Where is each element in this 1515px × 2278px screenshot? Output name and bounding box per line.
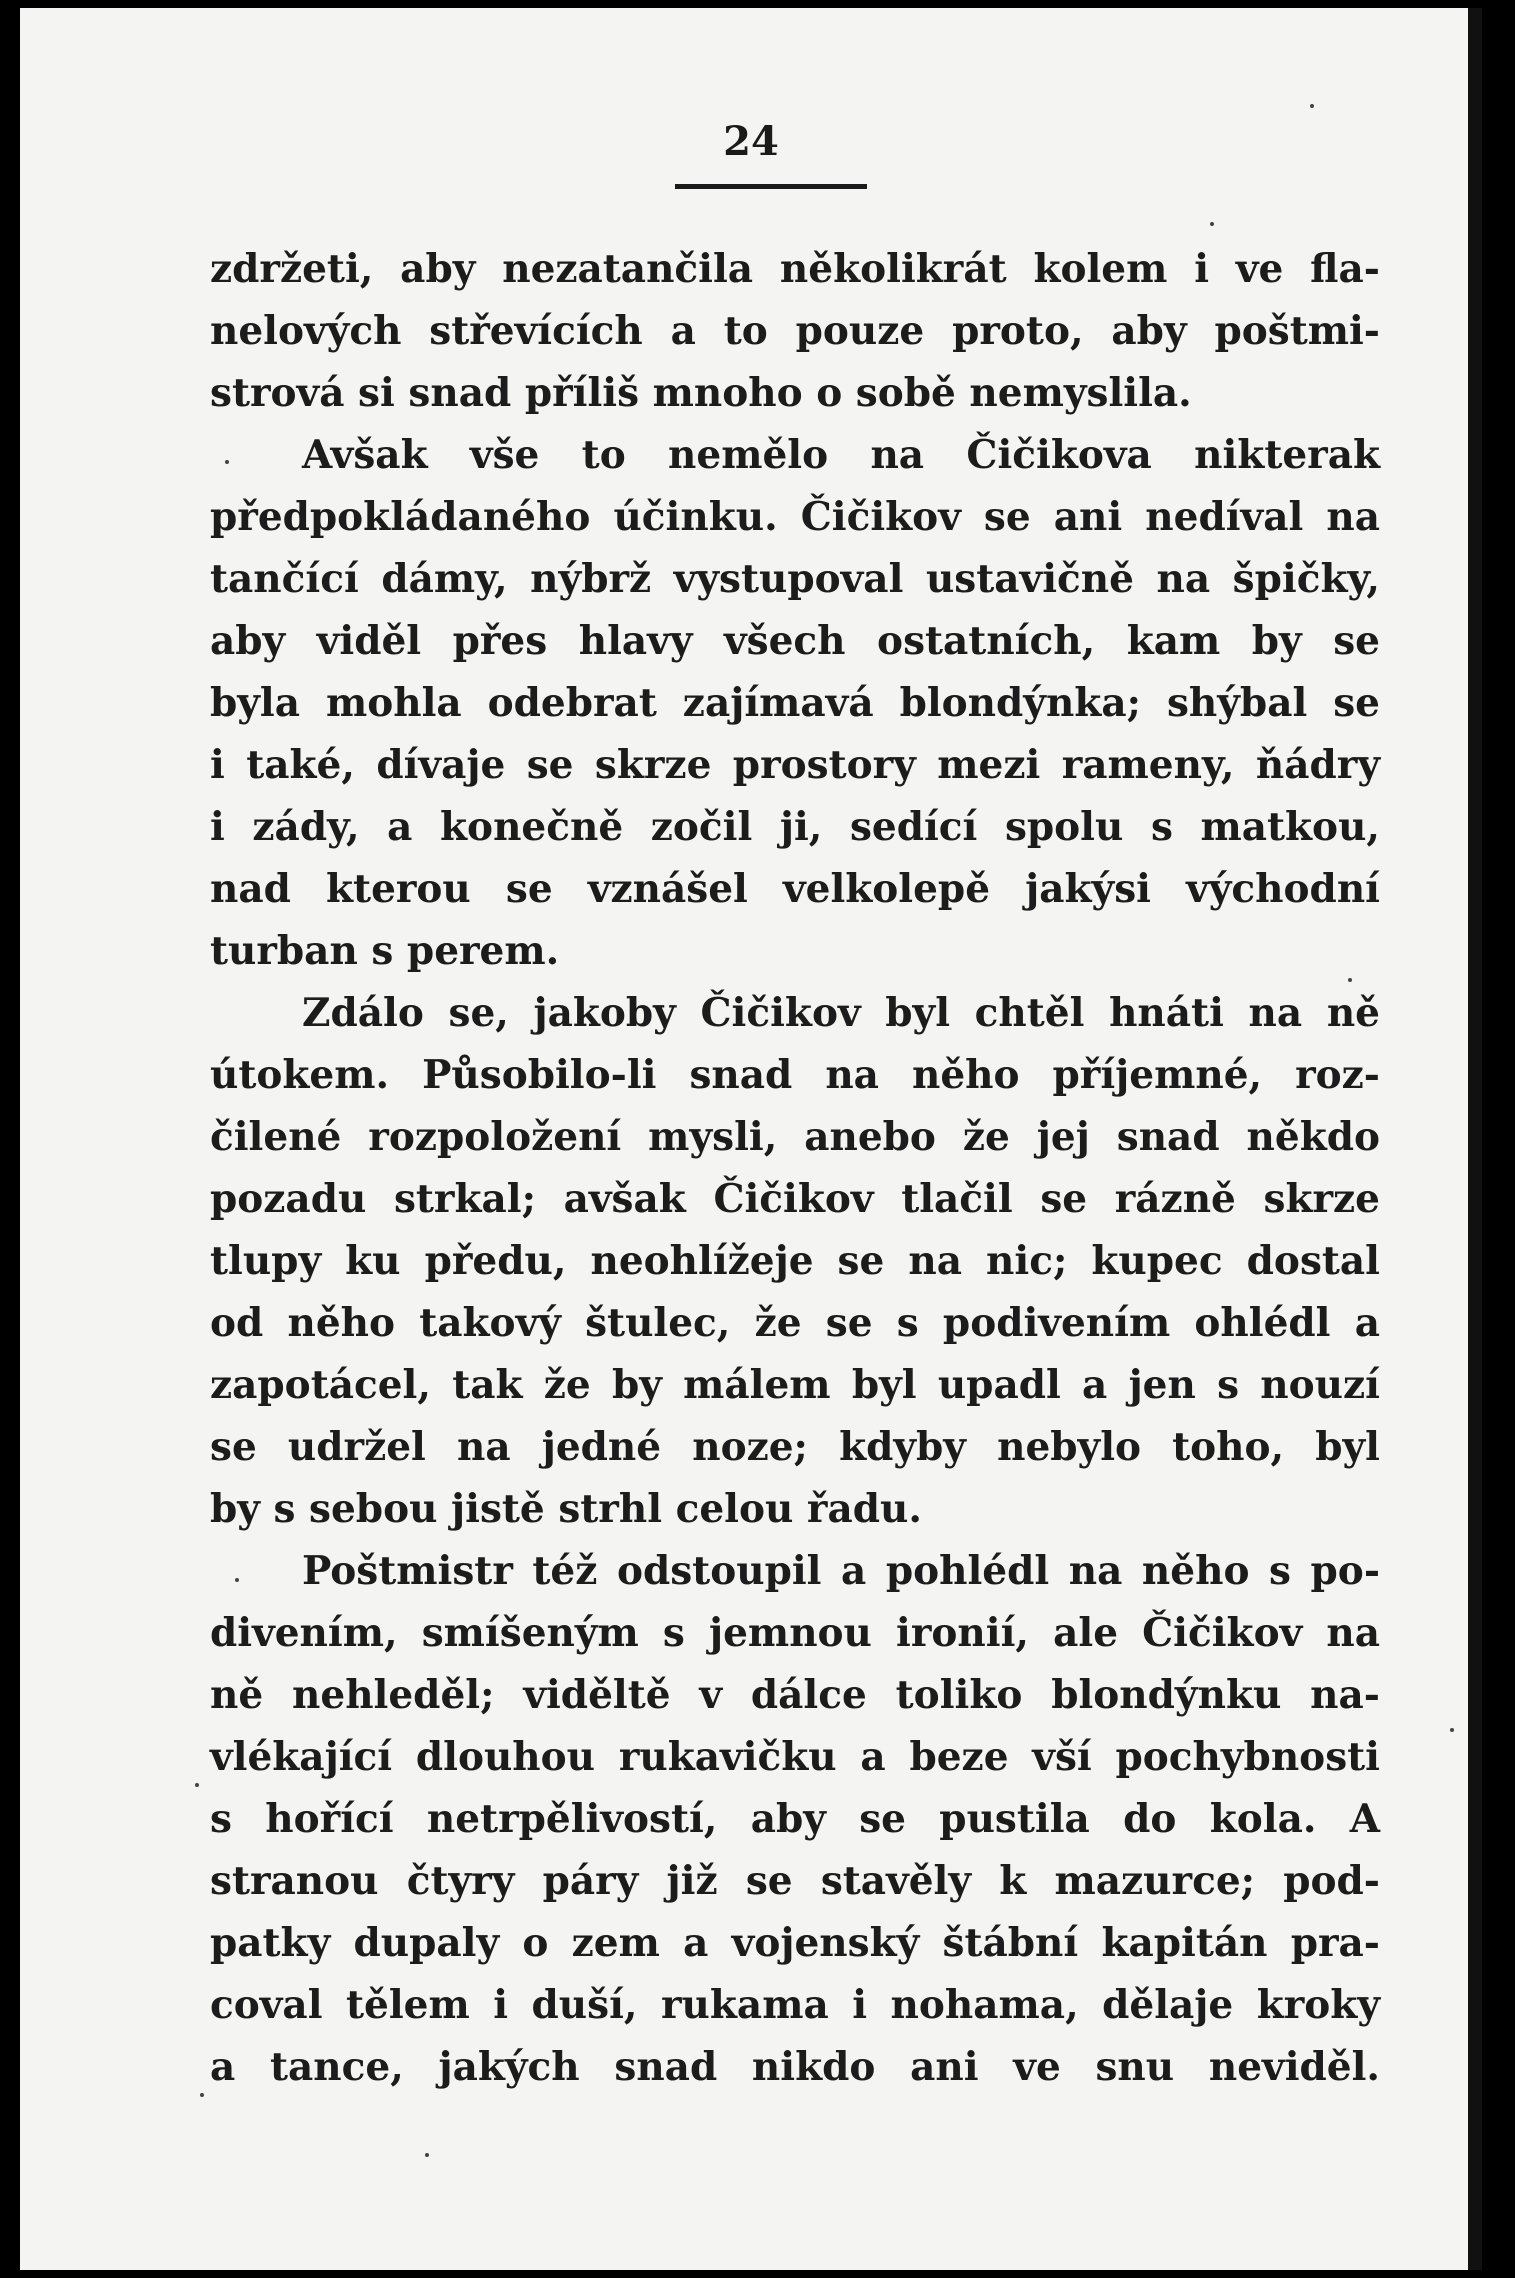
paper-speck (1348, 978, 1352, 982)
text-line: coval tělem i duší, rukama i nohama, dělaje kroky (210, 1982, 1380, 2028)
paper-speck (225, 460, 229, 464)
page-number: 24 (723, 118, 779, 165)
page-edge-shadow (1468, 8, 1482, 2270)
text-line: s hořící netrpělivostí, aby se pustila do kola. A (210, 1796, 1380, 1842)
text-line: od něho takový štulec, že se s podivením ohlédl a (210, 1300, 1380, 1346)
paper-speck (195, 1783, 199, 1787)
paper-speck (1450, 1728, 1454, 1732)
book-page (20, 8, 1482, 2270)
text-line: nelových střevících a to pouze proto, aby poštmi- (210, 308, 1380, 354)
paper-speck (235, 1578, 239, 1582)
paper-speck (1310, 104, 1314, 108)
text-line: patky dupaly o zem a vojenský štábní kapitán pra- (210, 1920, 1380, 1966)
text-line: strová si snad příliš mnoho o sobě nemyslila. (210, 370, 1192, 416)
text-line: stranou čtyry páry již se stavěly k mazurce; pod- (210, 1858, 1380, 1904)
text-line: i zády, a konečně zočil ji, sedící spolu s matkou, (210, 804, 1380, 850)
text-line: ně nehleděl; viděltě v dálce toliko blondýnku na- (210, 1672, 1380, 1718)
text-line: divením, smíšeným s jemnou ironií, ale Čičikov na (210, 1610, 1380, 1656)
paper-speck (1210, 222, 1214, 226)
text-line: Poštmistr též odstoupil a pohlédl na něho s po- (302, 1548, 1380, 1594)
text-line: čilené rozpoložení mysli, anebo že jej snad někdo (210, 1114, 1380, 1160)
paper-speck (425, 2153, 429, 2157)
text-line: pozadu strkal; avšak Čičikov tlačil se rázně skrze (210, 1176, 1380, 1222)
text-line: by s sebou jistě strhl celou řadu. (210, 1486, 922, 1532)
text-line: zdržeti, aby nezatančila několikrát kolem i ve fla- (210, 246, 1380, 292)
text-line: útokem. Působilo-li snad na něho příjemné, roz- (210, 1052, 1380, 1098)
text-line: aby viděl přes hlavy všech ostatních, kam by se (210, 618, 1380, 664)
text-line: a tance, jakých snad nikdo ani ve snu neviděl. (210, 2044, 1380, 2090)
text-line: vlékající dlouhou rukavičku a beze vší pochybnosti (210, 1734, 1380, 1780)
text-line: nad kterou se vznášel velkolepě jakýsi východní (210, 866, 1380, 912)
text-line: zapotácel, tak že by málem byl upadl a jen s nouzí (210, 1362, 1380, 1408)
text-line: předpokládaného účinku. Čičikov se ani nedíval na (210, 494, 1380, 540)
text-line: tančící dámy, nýbrž vystupoval ustavičně na špičky, (210, 556, 1380, 602)
text-line: se udržel na jedné noze; kdyby nebylo toho, byl (210, 1424, 1380, 1470)
header-rule (675, 184, 867, 189)
text-line: turban s perem. (210, 928, 560, 974)
text-line: tlupy ku předu, neohlížeje se na nic; kupec dostal (210, 1238, 1380, 1284)
text-line: i také, dívaje se skrze prostory mezi rameny, ňádry (210, 742, 1380, 788)
text-line: Avšak vše to nemělo na Čičikova nikterak (302, 432, 1380, 478)
text-line: byla mohla odebrat zajímavá blondýnka; shýbal se (210, 680, 1380, 726)
text-line: Zdálo se, jakoby Čičikov byl chtěl hnáti na ně (302, 990, 1380, 1036)
paper-speck (200, 2093, 204, 2097)
body-text (210, 238, 1380, 2098)
